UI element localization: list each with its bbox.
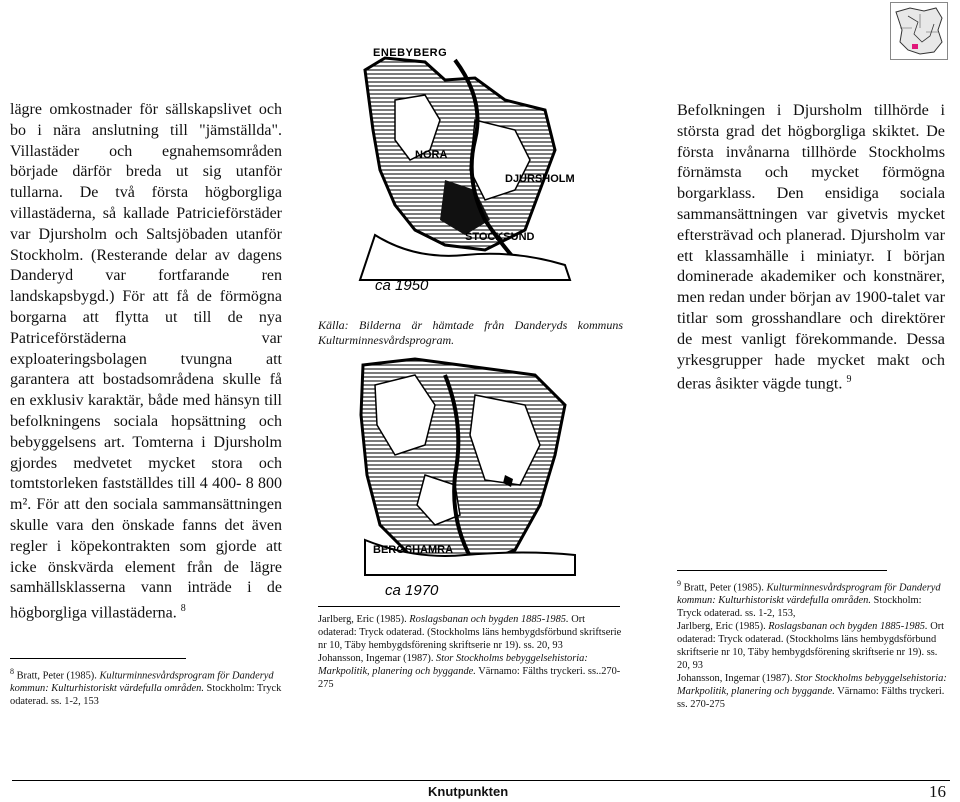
map-label-nora: NORA: [415, 149, 448, 161]
map-label-djursholm: DJURSHOLM: [505, 173, 575, 185]
page-number: 16: [929, 782, 946, 801]
footnote-ref-9[interactable]: 9: [846, 374, 852, 386]
map-label-enebyberg: ENEBYBERG: [373, 47, 448, 59]
corner-locator-map: [890, 2, 948, 60]
location-marker: [912, 44, 918, 49]
footnote-ref-8[interactable]: 8: [180, 603, 186, 615]
footnote-rule: [677, 570, 887, 571]
map-1970-graphic: [355, 355, 595, 610]
right-paragraph: Befolkningen i Djursholm tillhörde i största grad det högborgliga skiktet. De första invånarna tillhörde Stockholms förnämsta och mycket förmögna borgarklass. Den ensidiga sociala sammansättningen var givetvis mycket eftersträvad och planerad. Djursholm var ett klassamhälle i miniatyr. I början dominerade akademiker och konstnärer, men redan under början av 1900-talet var titlar som grosshandlare och direktörer de mest vanligt förekommande. Dessa yrkesgrupper hade mycket makt och deras åsikter vägde tungt. $^9$: [677, 101, 945, 393]
footnote-rule: [318, 606, 620, 607]
footnote-8: $^8$ Bratt, Peter (1985). Kulturminnesvårdsprogram för Danderyd kommun: Kulturhistoriskt värdefulla områden. Stockholm: Tryck odaterad. ss. 1-2, 153: [10, 658, 282, 708]
map-year-1950: ca 1950: [375, 277, 429, 294]
footer-rule: [12, 780, 950, 781]
middle-footnote: Jarlberg, Eric (1985). Roslagsbanan och bygden 1885-1985. Ort odaterad: Tryck odaterad. (Stockholms läns hembygdsförbund skriftserie nr 10, Täby hembygdsförening skriftserie nr 19). ss. 20, 93 Johansson, Ingemar (1987). Stor Stockholms bebyggelsehistoria: Markpolitik, planering och byggande. Värnamo: Fälths tryckeri. ss..270-275: [318, 606, 624, 691]
footnote-9: $^9$ Bratt, Peter (1985). Kulturminnesvårdsprogram för Danderyd kommun: Kulturhistoriskt värdefulla områden. Stockholm: Tryck odaterad. ss. 1-2, 153, Jarlberg, Eric (1985). Roslagsbanan och bygden 1885-1985. Ort odaterad: Tryck odaterad. (Stockholms läns hembygdsförbund skriftserie nr 10, Täby hembygdsförening skriftserie nr 19). ss. 20, 93 Johansson, Ingemar (1987). Stor Stockholms bebyggelsehistoria: Markpolitik, planering och byggande. Värnamo: Fälths tryckeri. ss. 270-275: [677, 570, 947, 711]
right-column: [677, 100, 945, 395]
map-label-bergshamra: BERGSHAMRA: [373, 544, 454, 556]
map-year-1970: ca 1970: [385, 582, 439, 599]
left-paragraph: lägre omkostnader för sällskapslivet och bo i nära anslutning till "jämställda". Villastäder och egnahemsområden började därför breda ut sig utanför tullarna. De två första högborgliga villastäderna, så kallade Patricieförstäder var Djursholm och Saltsjöbaden utanför Stockholm. (Resterande delar av dagens Danderyd var fortfarande ren landskapsbygd.) För att få de förmögna borgarna att flytta ut till de nya Patriceförstäderna var exploateringsbolagen tvungna att garantera att bostadsområdena skulle få en exklusiv karaktär, både med hänsyn till befolkningens sociala hopsättning och bebyggelsens art. Tomterna i Djursholm gjordes medvetet mycket stora och tomtstorleken fastställdes till 4 400- 8 800 m². För att den sociala sammansättningen skulle vara den önskade fanns det även regler i köpekontrakten som gjorde att icke önskvärda element från de lägre samhällsklasserna vann inträde i de högborgliga villastäderna. $^8$: [10, 101, 282, 622]
footer-title: Knutpunkten: [428, 784, 509, 799]
map-1950-graphic: [355, 40, 595, 310]
map-ca-1950: [355, 40, 595, 310]
map-label-stocksund: STOCKSUND: [465, 231, 535, 243]
figure-caption: Källa: Bilderna är hämtade från Danderyds kommuns Kulturminnesvårdsprogram.: [318, 318, 623, 347]
map-ca-1970: [355, 355, 595, 610]
footnote-rule: [10, 658, 186, 659]
left-column: [10, 100, 282, 624]
